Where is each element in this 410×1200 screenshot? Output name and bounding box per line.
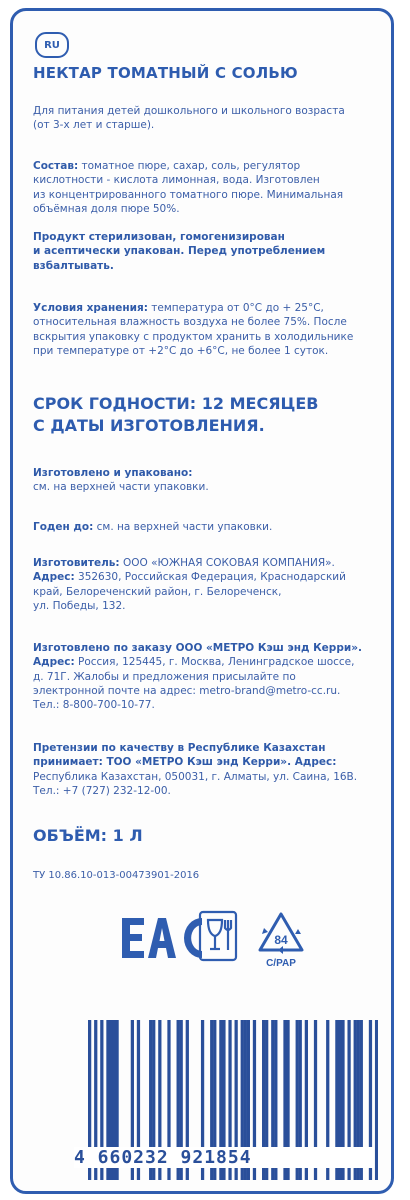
composition-line: объёмная доля пюре 50%. — [33, 202, 180, 215]
barcode-bar — [375, 1020, 378, 1180]
best-before-text: см. на верхней части упаковки. — [93, 521, 273, 533]
manufacturer-address-line: край, Белореченский район, г. Белореченск, — [33, 585, 282, 598]
shelf-life-line: С ДАТЫ ИЗГОТОВЛЕНИЯ. — [33, 416, 265, 435]
tech-spec-code: ТУ 10.86.10-013-00473901-2016 — [33, 870, 200, 881]
kz-address-line: Республика Казахстан, 050031, г. Алматы, ул. Саина, 16В. — [33, 770, 358, 783]
manufacturer-section: Изготовитель: ООО «ЮЖНАЯ СОКОВАЯ КОМПАНИЯ». Адрес: 352630, Российская Федерация, Краснодарский край, Белореченский район, г. Белореченск, ул. Победы, 132. — [33, 556, 383, 613]
manufacturer-name: ООО «ЮЖНАЯ СОКОВАЯ КОМПАНИЯ». — [119, 557, 335, 569]
storage-line: вскрытия упаковку с продуктом хранить в холодильнике — [33, 330, 354, 343]
eac-mark-icon — [122, 918, 202, 958]
kz-label-line: Претензии по качеству в Республике Казахстан — [33, 742, 326, 754]
order-address-label: Адрес: — [33, 656, 75, 669]
kazakhstan-section — [33, 741, 383, 798]
shelf-life — [33, 393, 383, 437]
recycle-code: 84 — [274, 933, 288, 947]
packed-label: Изготовлено и упаковано: — [33, 467, 193, 479]
composition-line: из концентрированного томатного пюре. Минимальная — [33, 188, 344, 201]
packed-text: см. на верхней части упаковки. — [33, 481, 209, 494]
storage-section — [33, 301, 383, 358]
icon-row — [118, 910, 318, 988]
packed-section — [33, 466, 383, 495]
storage-line: относительная влажность воздуха не более 75%. После — [33, 316, 347, 329]
composition-label: Состав: — [33, 160, 79, 172]
shelf-life-line: СРОК ГОДНОСТИ: 12 МЕСЯЦЕВ — [33, 394, 319, 413]
intro-line: Для питания детей дошкольного и школьного возраста — [33, 105, 345, 117]
icon-row-svg — [118, 910, 318, 984]
order-address-line: д. 71Г. Жалобы и предложения присылайте по — [33, 670, 296, 683]
recycle-icon — [260, 914, 302, 969]
composition-line: кислотности - кислота лимонная, вода. Изготовлен — [33, 174, 320, 187]
volume: ОБЪЁМ: 1 Л — [33, 826, 143, 845]
sterilized-line: взбалтывать. — [33, 259, 114, 272]
sterilized-line: Продукт стерилизован, гомогенизирован — [33, 231, 285, 243]
order-label: Изготовлено по заказу ООО «МЕТРО Кэш энд Керри». — [33, 642, 362, 654]
composition-section — [33, 159, 383, 216]
storage-line: Условия хранения: температура от 0°С до + 25°С, — [33, 302, 324, 314]
order-address-line: Тел.: 8-800-700-10-77. — [33, 699, 155, 712]
intro-line: (от 3-х лет и старше). — [33, 119, 155, 132]
composition-line: Состав: томатное пюре, сахар, соль, регулятор — [33, 160, 301, 172]
product-title: НЕКТАР ТОМАТНЫЙ С СОЛЬЮ — [33, 64, 298, 82]
recycle-label: C/PAP — [266, 958, 296, 969]
manufacturer-address-label: Адрес: — [33, 571, 75, 584]
kz-address-line: Тел.: +7 (727) 232-12-00. — [33, 784, 171, 797]
intro-text — [33, 104, 383, 133]
manufacturer-label: Изготовитель: — [33, 557, 120, 569]
order-address-line: электронной почте на адрес: metro-brand@metro-cc.ru. — [33, 684, 341, 697]
kz-label-line: принимает: ТОО «МЕТРО Кэш энд Керри». Адрес: — [33, 756, 337, 769]
sterilized-line: и асептически упакован. Перед употреблением — [33, 245, 326, 258]
manufacturer-address-line: ул. Победы, 132. — [33, 599, 126, 612]
storage-line: при температуре от +2°С до +6°С, не более 1 суток. — [33, 344, 329, 357]
best-before-label: Годен до: — [33, 521, 94, 533]
language-badge: RU — [35, 32, 69, 58]
storage-label: Условия хранения: — [33, 302, 148, 314]
food-grade-icon — [200, 912, 236, 960]
best-before-section — [33, 520, 383, 534]
sterilized-note — [33, 230, 383, 273]
barcode-number: 4 660232 921854 — [74, 1147, 374, 1168]
order-section: Изготовлено по заказу ООО «МЕТРО Кэш энд Керри». Адрес: Россия, 125445, г. Москва, Ленинградское шоссе, д. 71Г. Жалобы и предложения присылайте по электронной почте на адрес: metro-brand@metro-cc.ru. Тел.: 8-800-700-10-77. — [33, 641, 383, 712]
